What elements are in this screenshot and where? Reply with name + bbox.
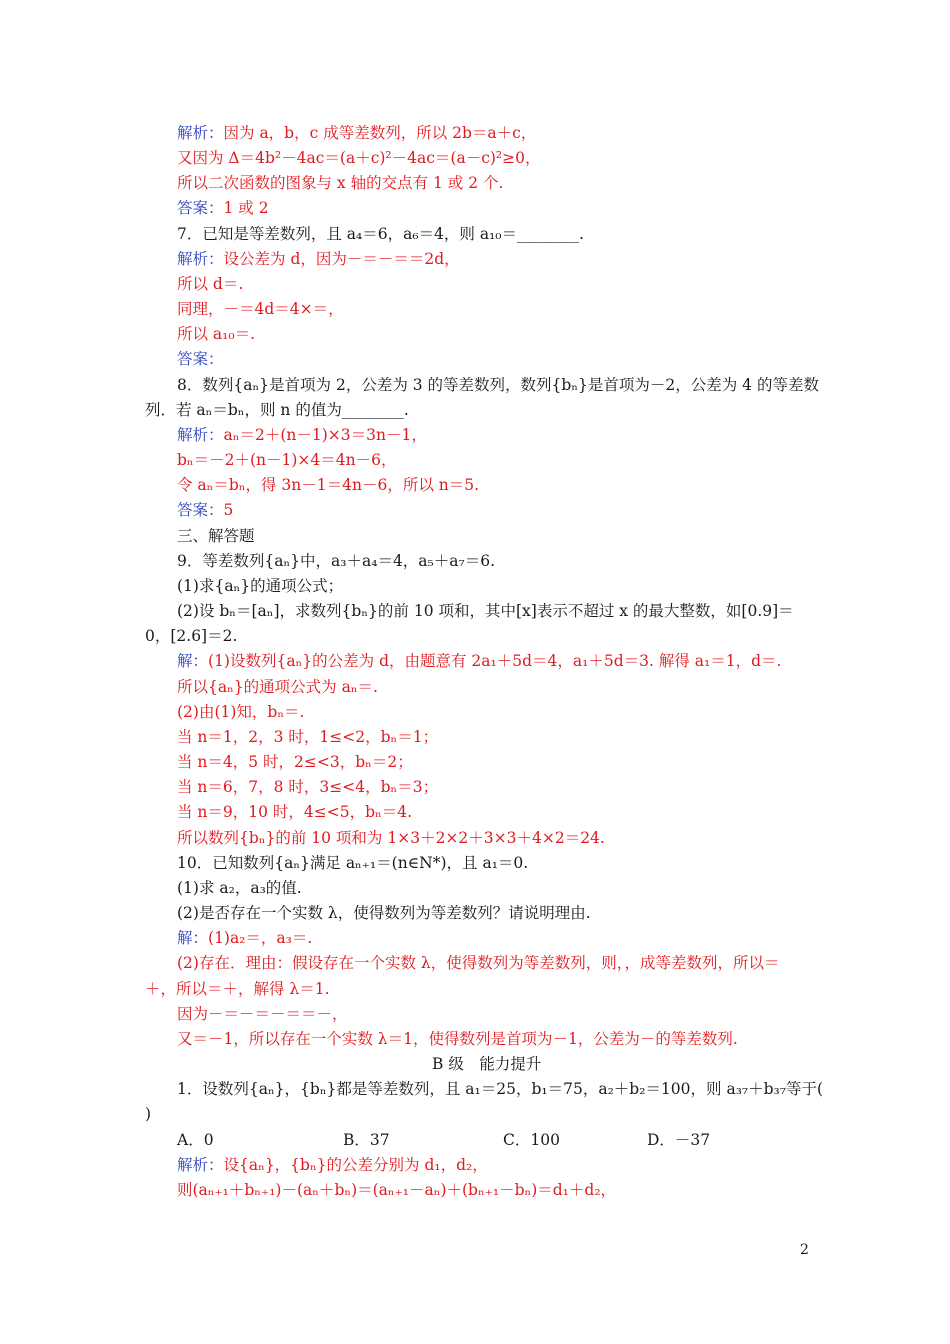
option-a: A．0 [177,1131,214,1149]
page-number: 2 [800,1242,809,1258]
line-27: 当 n＝6，7，8 时，3≤<4，bₙ＝3； [177,778,439,796]
line-34: (2)存在．理由：假设存在一个实数 λ，使得数列为等差数列，则，，成等差数列，所以＝ [177,954,780,972]
line-37: 又＝－1，所以存在一个实数 λ＝1，使得数列是首项为－1，公差为－的等差数列. [177,1030,738,1048]
line-14: bₙ＝－2＋(n－1)×4＝4n－6， [177,451,397,469]
line-8: 同理，－＝4d＝4×＝， [177,300,344,318]
line-3: 所以二次函数的图象与 x 轴的交点有 1 或 2 个. [177,174,504,192]
line-23: 所以{aₙ}的通项公式为 aₙ＝. [177,678,378,696]
section-heading: 三、解答题 [177,527,255,545]
question-7: 7．已知是等差数列，且 a₄＝6，a₆＝4，则 a₁₀＝________. [177,225,584,243]
question-10: 10．已知数列{aₙ}满足 aₙ₊₁＝(n∈N*)，且 a₁＝0. [177,854,529,872]
line-19: (1)求{aₙ}的通项公式； [177,577,344,595]
line-29: 所以数列{bₙ}的前 10 项和为 1×3＋2×2＋3×3＋4×2＝24. [177,829,605,847]
line-40: ) [145,1105,152,1123]
line-6: 解析：设公差为 d，因为－＝－＝＝2d， [177,250,460,268]
line-36: 因为－＝－＝－＝＝－， [177,1005,348,1023]
section-b-heading: B 级 能力提升 [432,1055,542,1073]
line-15: 令 aₙ＝bₙ，得 3n－1＝4n－6，所以 n＝5. [177,476,480,494]
line-35: ＋，所以＝＋，解得 λ＝1. [145,980,330,998]
line-42: 解析：设{aₙ}，{bₙ}的公差分别为 d₁，d₂， [177,1156,488,1174]
question-b1: 1．设数列{aₙ}，{bₙ}都是等差数列，且 a₁＝25，b₁＝75，a₂＋b₂＝100，则 a₃₇＋b₃₇等于( [177,1080,824,1098]
line-16: 答案：5 [177,501,234,519]
line-13: 解析：aₙ＝2＋(n－1)×3＝3n－1， [177,426,427,444]
line-2: 又因为 Δ＝4b²－4ac＝(a＋c)²－4ac＝(a－c)²≥0， [177,149,541,167]
line-43: 则(aₙ₊₁＋bₙ₊₁)－(aₙ＋bₙ)＝(aₙ₊₁－aₙ)＋(bₙ₊₁－bₙ)＝d₁＋d₂， [177,1181,617,1199]
line-7: 所以 d＝. [177,275,244,293]
option-d: D．－37 [647,1131,711,1149]
line-12: 列．若 aₙ＝bₙ，则 n 的值为________. [145,401,409,419]
line-28: 当 n＝9，10 时，4≤<5，bₙ＝4. [177,803,413,821]
line-21: 0，[2.6]＝2. [145,627,238,645]
option-c: C．100 [503,1131,560,1149]
line-33: 解：(1)a₂＝，a₃＝. [177,929,313,947]
question-8: 8．数列{aₙ}是首项为 2，公差为 3 的等差数列，数列{bₙ}是首项为－2，公差为 4 的等差数 [177,376,819,394]
line-32: (2)是否存在一个实数 λ，使得数列为等差数列？请说明理由. [177,904,591,922]
line-31: (1)求 a₂，a₃的值. [177,879,302,897]
line-4: 答案：1 或 2 [177,199,269,217]
line-9: 所以 a₁₀＝. [177,325,256,343]
question-9: 9．等差数列{aₙ}中，a₃＋a₄＝4，a₅＋a₇＝6. [177,552,496,570]
line-20: (2)设 bₙ＝[aₙ]，求数列{bₙ}的前 10 项和，其中[x]表示不超过 x 的最大整数，如[0.9]＝ [177,602,794,620]
line-22: 解：(1)设数列{aₙ}的公差为 d，由题意有 2a₁＋5d＝4，a₁＋5d＝3. 解得 a₁＝1，d＝. [177,652,782,670]
line-1: 解析：因为 a，b，c 成等差数列，所以 2b＝a＋c， [177,124,537,142]
line-26: 当 n＝4，5 时，2≤<3，bₙ＝2； [177,753,413,771]
line-25: 当 n＝1，2，3 时，1≤<2，bₙ＝1； [177,728,439,746]
option-b: B．37 [343,1131,390,1149]
line-10: 答案： [177,350,224,368]
line-24: (2)由(1)知，bₙ＝. [177,703,305,721]
